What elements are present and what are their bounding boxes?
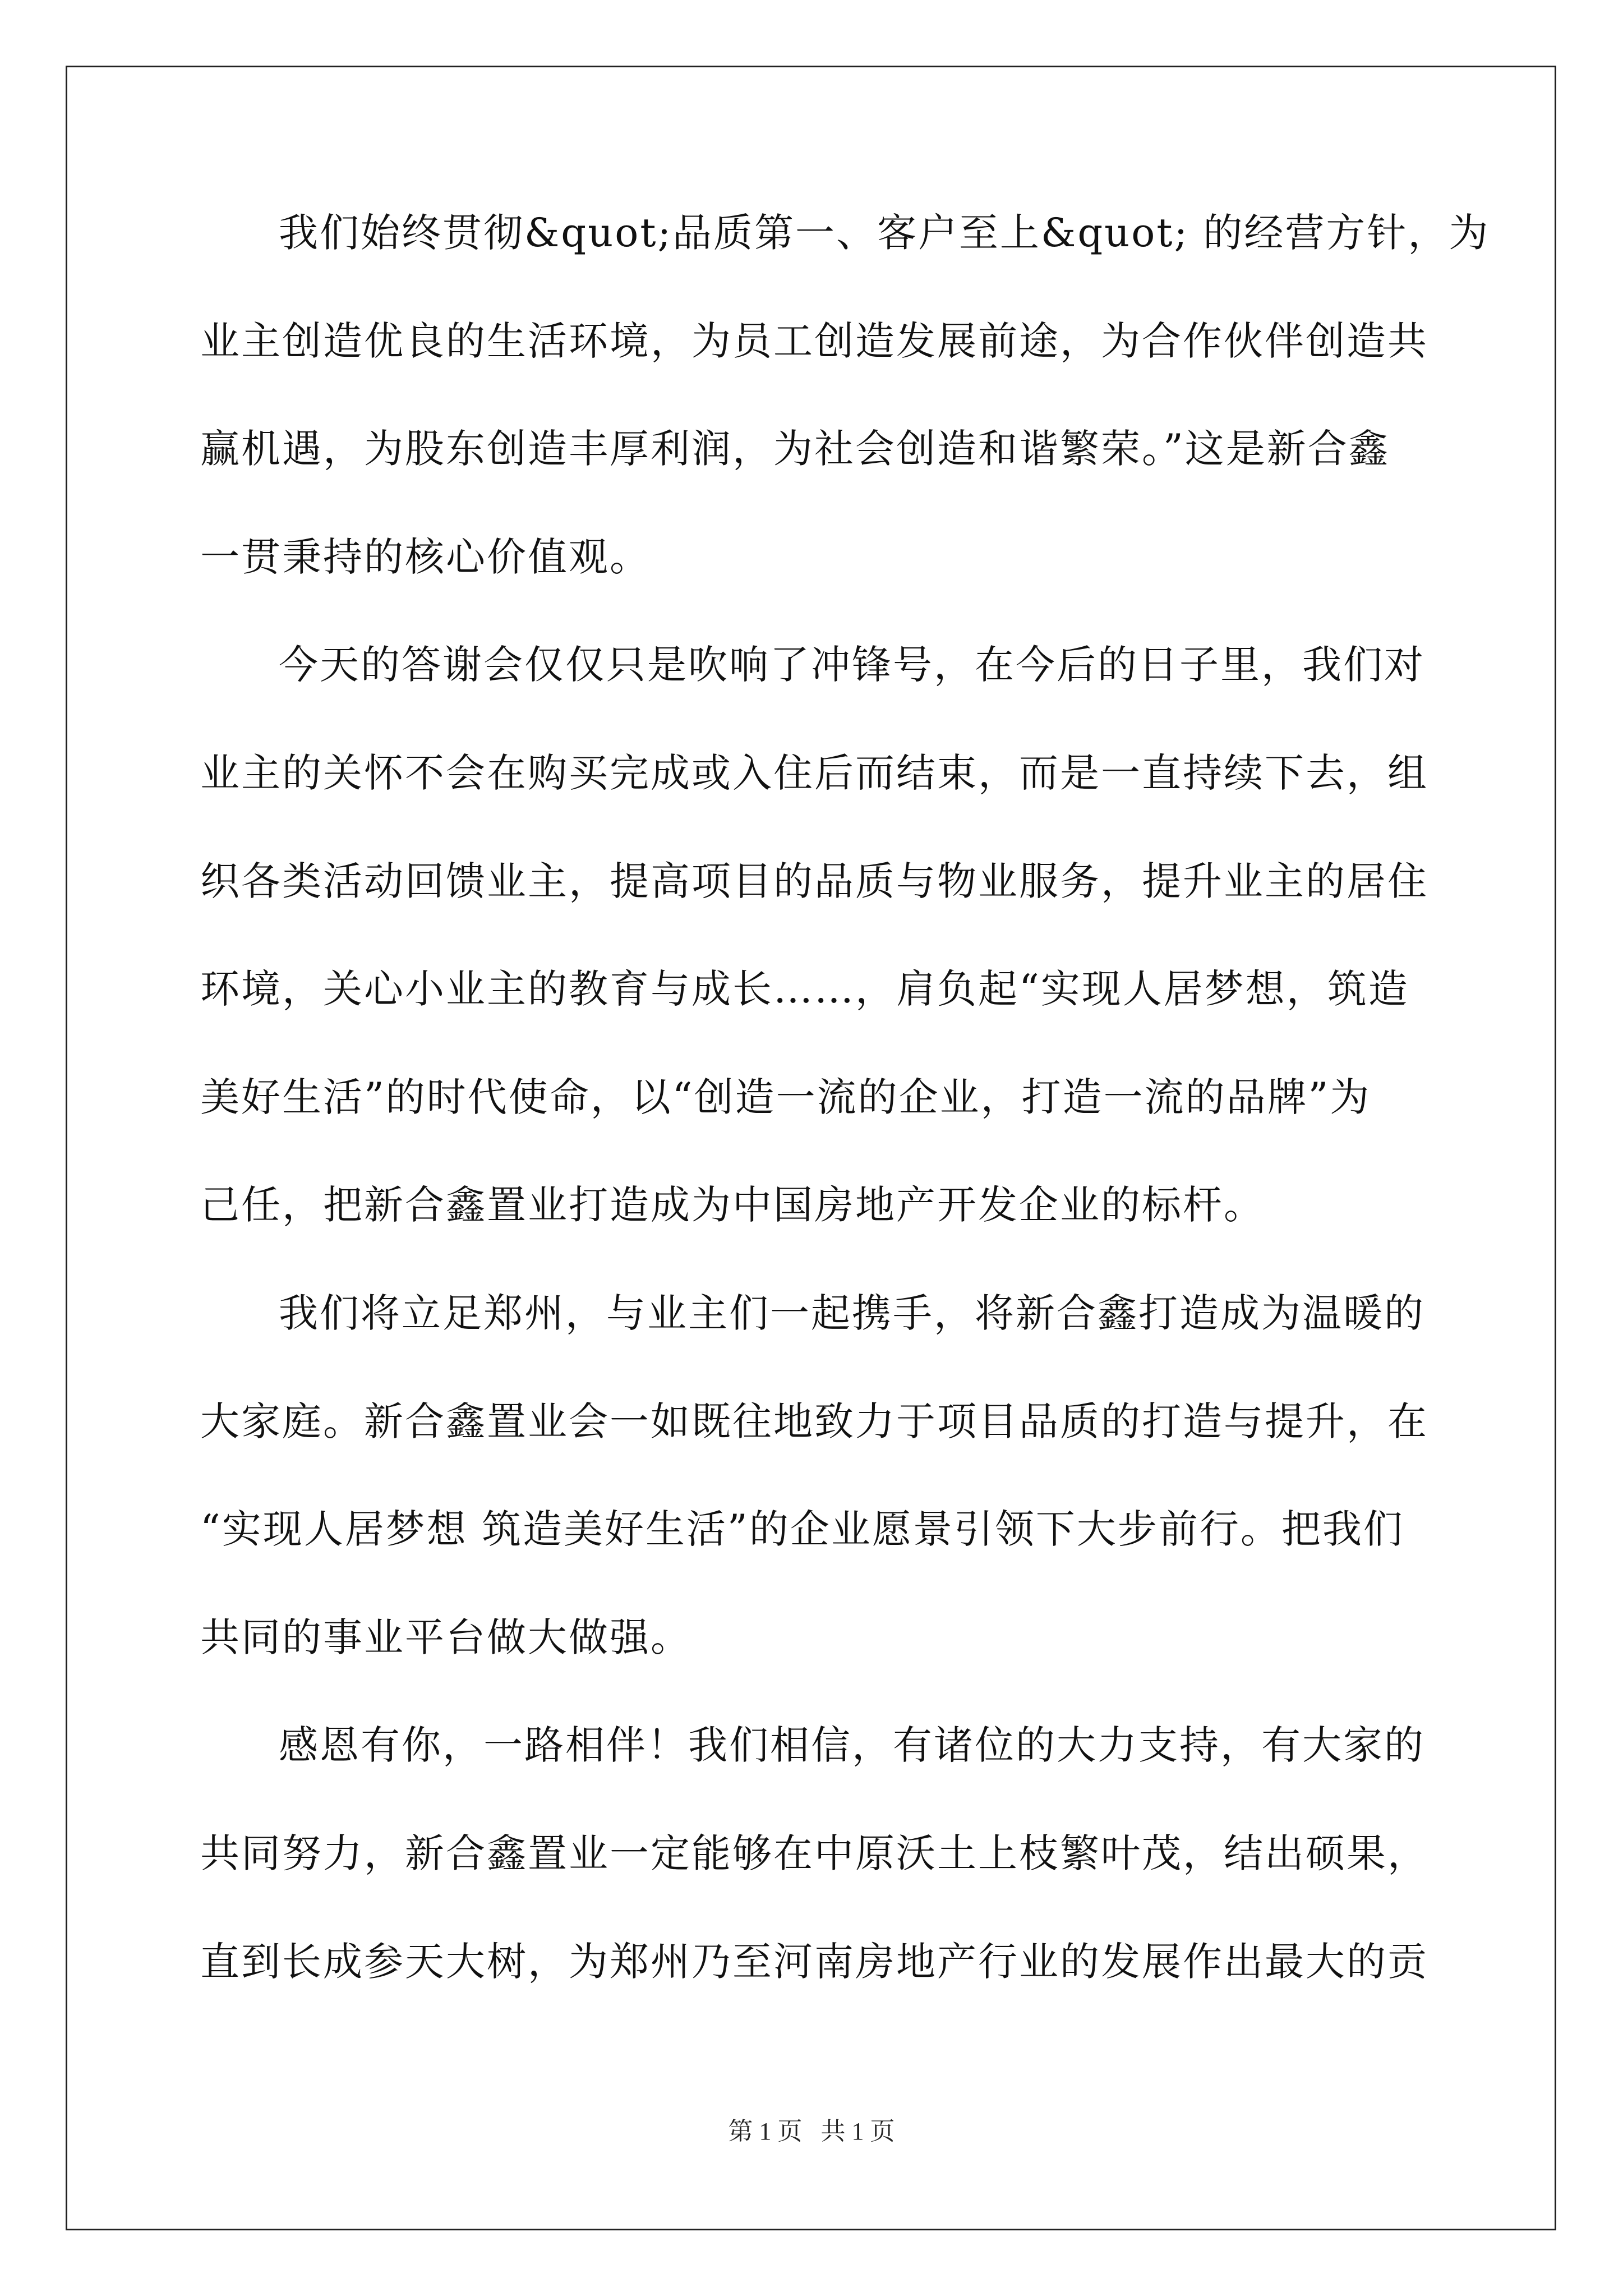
paragraph-2-line-4: 环境，关心小业主的教育与成长……，肩负起“实现人居梦想，筑造 xyxy=(200,966,1409,1013)
paragraph-4-line-2: 共同努力，新合鑫置业一定能够在中原沃土上枝繁叶茂，结出硕果， xyxy=(200,1830,1428,1876)
page-number-footer: 第 1 页 共 1 页 xyxy=(728,2118,895,2145)
paragraph-2-line-3: 织各类活动回馈业主，提高项目的品质与物业服务，提升业主的居住 xyxy=(200,858,1428,904)
paragraph-3-line-4: 共同的事业平台做大做强。 xyxy=(200,1614,691,1660)
paragraph-1-line-2: 业主创造优良的生活环境，为员工创造发展前途，为合作伙伴创造共 xyxy=(200,318,1428,364)
paragraph-2-line-1: 今天的答谢会仅仅只是吹响了冲锋号，在今后的日子里，我们对 xyxy=(279,642,1425,688)
paragraph-3-line-1: 我们将立足郑州，与业主们一起携手，将新合鑫打造成为温暖的 xyxy=(279,1290,1425,1336)
paragraph-2-line-6: 己任，把新合鑫置业打造成为中国房地产开发企业的标杆。 xyxy=(200,1182,1265,1228)
paragraph-2-line-5: 美好生活”的时代使命，以“创造一流的企业，打造一流的品牌”为 xyxy=(200,1074,1371,1120)
paragraph-4-line-1: 感恩有你，一路相伴！我们相信，有诸位的大力支持，有大家的 xyxy=(279,1722,1425,1769)
paragraph-3-line-2: 大家庭。新合鑫置业会一如既往地致力于项目品质的打造与提升，在 xyxy=(200,1398,1428,1444)
paragraph-2-line-2: 业主的关怀不会在购买完成或入住后而结束，而是一直持续下去，组 xyxy=(200,749,1428,796)
document-body xyxy=(200,210,1490,2050)
paragraph-3-line-3: “实现人居梦想 筑造美好生活”的企业愿景引领下大步前行。把我们 xyxy=(200,1506,1404,1553)
paragraph-4-line-3: 直到长成参天大树，为郑州乃至河南房地产行业的发展作出最大的贡 xyxy=(200,1938,1428,1985)
paragraph-1-line-4: 一贯秉持的核心价值观。 xyxy=(200,533,651,580)
paragraph-1-line-3: 赢机遇，为股东创造丰厚利润，为社会创造和谐繁荣。”这是新合鑫 xyxy=(200,426,1390,472)
paragraph-1-line-1: 我们始终贯彻&quot;品质第一、客户至上&quot; 的经营方针，为 xyxy=(279,210,1490,256)
